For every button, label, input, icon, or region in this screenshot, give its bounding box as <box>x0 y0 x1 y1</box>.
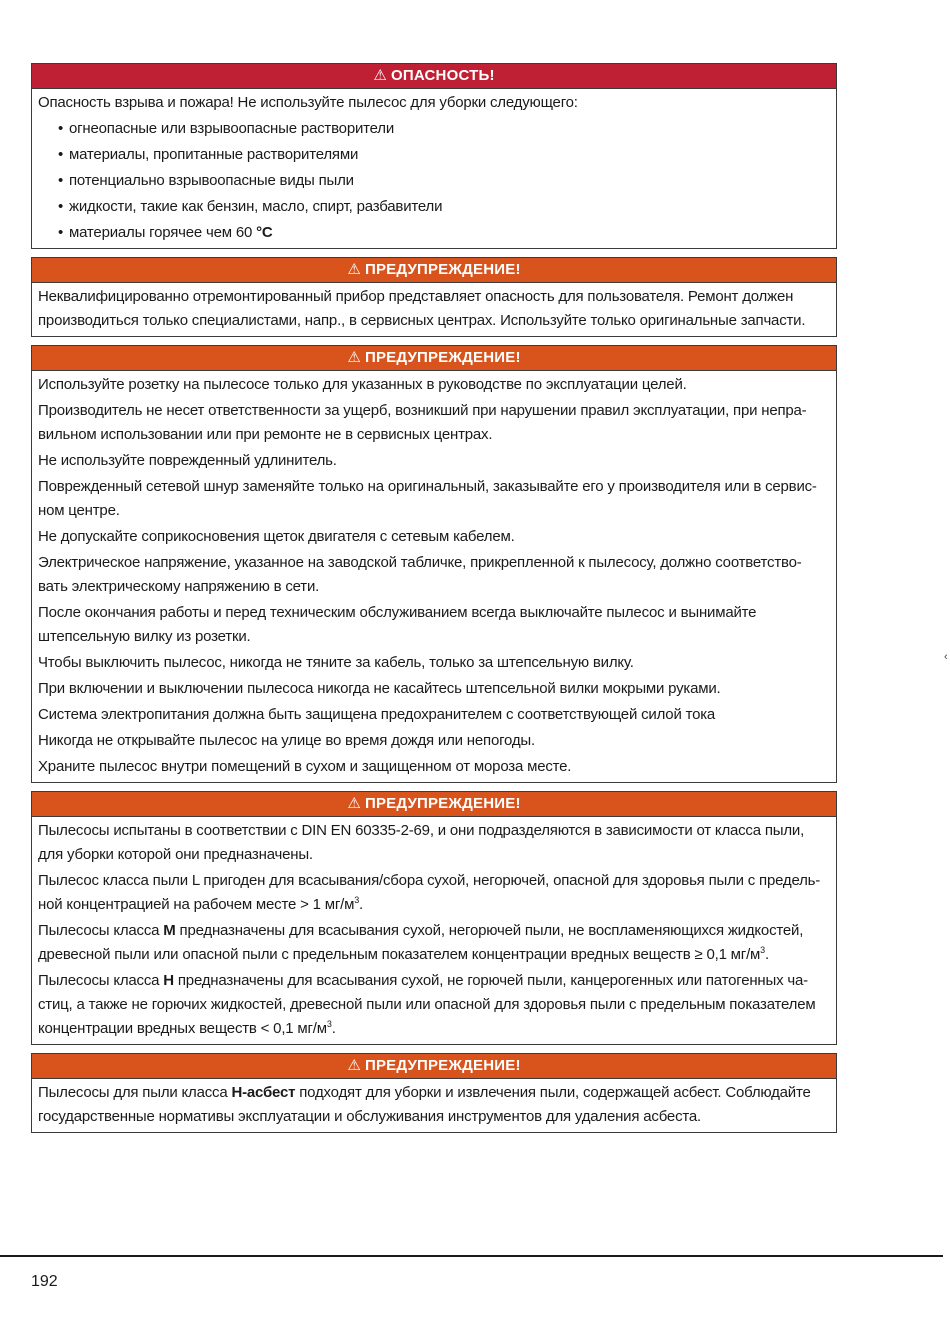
edge-mark: ‹ <box>944 651 948 663</box>
warning-title: ПРЕДУПРЕЖДЕНИЕ! <box>365 795 521 812</box>
page-number: 192 <box>31 1273 58 1290</box>
paragraph: Используйте розетку на пылесосе только для указанных в руководстве по эксплуатации целей. <box>38 376 687 393</box>
paragraph: Не допускайте соприкосновения щеток двигателя с сетевым кабелем. <box>38 528 515 545</box>
warning-box-asbestos <box>31 1053 837 1133</box>
warning-triangle-icon: ⚠ <box>347 261 361 278</box>
list-item: • жидкости, такие как бензин, масло, спирт, разбавители <box>58 194 830 220</box>
warning-body <box>32 1079 836 1132</box>
paragraph <box>38 968 830 1042</box>
list-item: • огнеопасные или взрывоопасные растворители <box>58 116 830 142</box>
paragraph <box>38 1080 830 1130</box>
warning-triangle-icon: ⚠ <box>347 795 361 812</box>
list-item: • потенциально взрывоопасные виды пыли <box>58 168 830 194</box>
danger-list <box>38 116 830 246</box>
warning-title: ПРЕДУПРЕЖДЕНИЕ! <box>365 349 521 366</box>
warning-header <box>32 792 836 817</box>
paragraph: Пылесосы испытаны в соответствии с DIN EN 60335-2-69, и они подразделяются в зависимости от класса пыли, для уборки которой они предназначены. <box>38 822 805 863</box>
paragraph-text: предназначены для всасывания сухой, не горючей пыли, канцерогенных или патогенных ча-стиц, а также не горючих жидкостей, древесной пыли или опасной для здоровья пыли с предельным показателем концентрации вредных веществ < 0,1 мг/м <box>38 972 816 1037</box>
warning-text: Неквалифицированно отремонтированный прибор представляет опасность для пользователя. Ремонт должен производиться только специалистами, напр., в сервисных центрах. Используйте только оригинальные запчасти. <box>38 288 806 329</box>
dust-class-label: H-асбест <box>231 1084 296 1101</box>
paragraph-end: . <box>359 896 363 913</box>
warning-title: ПРЕДУПРЕЖДЕНИЕ! <box>365 261 521 278</box>
paragraph <box>38 918 830 968</box>
paragraph: После окончания работы и перед техническим обслуживанием всегда выключайте пылесос и вынимайте штепсельную вилку из розетки. <box>38 604 757 645</box>
paragraph-text: предназначены для всасывания сухой, негорючей пыли, не воспламеняющихся жидкостей, древесной пыли или опасной пыли с предельным показателем концентрации вредных веществ ≥ 0,1 мг/м <box>38 922 804 963</box>
danger-box <box>31 63 837 249</box>
paragraph-end: . <box>331 1020 336 1037</box>
warning-header <box>32 346 836 371</box>
danger-body <box>32 89 836 248</box>
danger-header <box>32 64 836 89</box>
paragraph-end: . <box>764 946 769 963</box>
paragraph: Электрическое напряжение, указанное на заводской табличке, прикрепленной к пылесосу, должно соответство-вать электрическому напряжению в сети. <box>38 554 802 595</box>
paragraph-text: подходят для уборки и извлечения пыли, содержащей асбест. Соблюдайте государственные нормативы эксплуатации и обслуживания инструментов для удаления асбеста. <box>38 1084 811 1125</box>
warning-box-repair <box>31 257 837 337</box>
warning-header <box>32 1054 836 1079</box>
superscript: 3 <box>354 895 359 905</box>
warning-header <box>32 258 836 283</box>
warning-triangle-icon: ⚠ <box>347 349 361 366</box>
list-item <box>58 220 830 246</box>
list-item-text: материалы горячее чем 60 <box>69 224 257 241</box>
paragraph: Поврежденный сетевой шнур заменяйте только на оригинальный, заказывайте его у производителя или в сервис-ном центре. <box>38 478 817 519</box>
paragraph: При включении и выключении пылесоса никогда не касайтесь штепсельной вилки мокрыми руками. <box>38 680 721 697</box>
warning-triangle-icon: ⚠ <box>373 67 387 84</box>
danger-intro: Опасность взрыва и пожара! Не используйте пылесос для уборки следующего: <box>38 94 578 111</box>
safety-notices <box>31 63 837 1141</box>
warning-body <box>32 817 836 1044</box>
paragraph: Производитель не несет ответственности за ущерб, возникший при нарушении правил эксплуатации, при непра-вильном использовании или при ремонте не в сервисных центрах. <box>38 402 807 443</box>
warning-box-dust-classes <box>31 791 837 1045</box>
paragraph-text: Пылесосы класса <box>38 972 164 989</box>
paragraph-text: Пылесосы для пыли класса <box>38 1084 232 1101</box>
paragraph <box>38 868 830 918</box>
paragraph: Храните пылесос внутри помещений в сухом и защищенном от мороза месте. <box>38 758 572 775</box>
paragraph: Чтобы выключить пылесос, никогда не тяните за кабель, только за штепсельную вилку. <box>38 654 634 671</box>
warning-title: ПРЕДУПРЕЖДЕНИЕ! <box>365 1057 521 1074</box>
paragraph: Никогда не открывайте пылесос на улице во время дождя или непогоды. <box>38 732 535 749</box>
paragraph-text: Пылесос класса пыли L пригоден для всасывания/сбора сухой, негорючей, опасной для здоровья пыли с предель-ной концентрацией на рабочем месте > 1 мг/м <box>38 872 821 913</box>
danger-title: ОПАСНОСТЬ! <box>391 67 495 84</box>
footer-divider <box>0 1255 943 1257</box>
list-item: • материалы, пропитанные растворителями <box>58 142 830 168</box>
warning-body <box>32 283 836 336</box>
paragraph-text: Пылесосы класса <box>38 922 164 939</box>
dust-class-label: M <box>163 922 176 939</box>
dust-class-label: H <box>163 972 174 989</box>
warning-box-electrical <box>31 345 837 783</box>
paragraph: Система электропитания должна быть защищена предохранителем с соответствующей силой тока <box>38 706 716 723</box>
warning-triangle-icon: ⚠ <box>347 1057 361 1074</box>
temperature-unit: °C <box>256 224 273 241</box>
superscript: 3 <box>326 1019 332 1029</box>
warning-body <box>32 371 836 782</box>
superscript: 3 <box>760 945 765 955</box>
paragraph: Не используйте поврежденный удлинитель. <box>38 452 337 469</box>
